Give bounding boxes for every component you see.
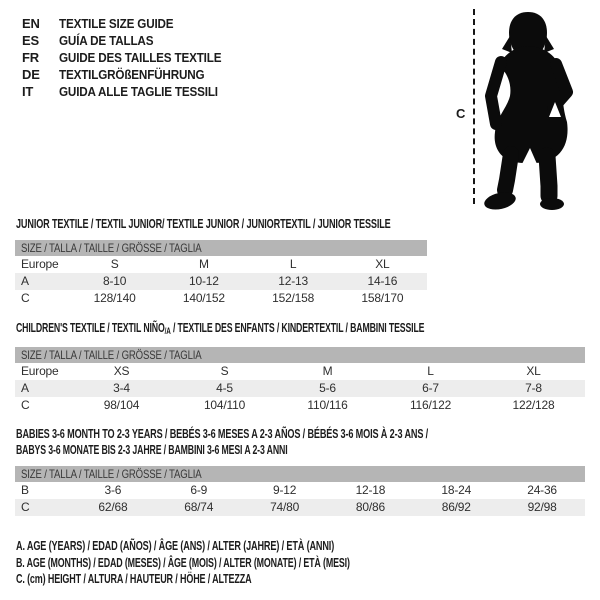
table-cell: 158/170 — [361, 291, 404, 305]
table-row-europe — [15, 363, 585, 380]
table-cell: S — [110, 257, 119, 271]
legend-notes — [16, 538, 486, 588]
table-cell: 4-5 — [216, 381, 233, 395]
table-cell: 86/92 — [441, 500, 471, 514]
table-cell: 6-7 — [422, 381, 439, 395]
table-row-age — [15, 273, 427, 290]
children-table-title-text — [16, 320, 424, 339]
babies-table-title-line2: BABYS 3-6 MONATE BIS 2-3 JAHRE / BAMBINI 3-6 MESI A 2-3 ANNI — [16, 443, 288, 457]
row-label: Europe — [21, 257, 59, 271]
lang-code: FR — [22, 50, 39, 65]
row-label: A — [21, 274, 29, 288]
table-cell: XL — [526, 364, 541, 378]
lang-row-es — [22, 32, 239, 49]
table-cell: 3-6 — [104, 483, 122, 497]
size-header-bar — [15, 466, 585, 482]
row-label: C — [21, 291, 30, 305]
table-cell: 24-36 — [527, 483, 557, 497]
table-cell: XS — [113, 364, 130, 378]
table-cell: 62/68 — [98, 500, 128, 514]
note-a: A. AGE (YEARS) / EDAD (AÑOS) / ÂGE (ANS) / ALTER (JAHRE) / ETÀ (ANNI) — [16, 539, 335, 553]
table-cell: XL — [375, 257, 390, 271]
children-size-table — [15, 347, 585, 414]
title-subscript: /A — [164, 326, 171, 336]
table-row-height — [15, 397, 585, 414]
row-label: A — [21, 381, 29, 395]
toddler-silhouette-image — [483, 4, 595, 212]
lang-title: GUIDA ALLE TAGLIE TESSILI — [59, 84, 218, 99]
lang-code: IT — [22, 84, 34, 99]
table-cell: 152/158 — [272, 291, 315, 305]
lang-title: TEXTILGRÖßENFÜHRUNG — [59, 67, 205, 82]
row-label: Europe — [21, 364, 59, 378]
table-cell: 140/152 — [182, 291, 225, 305]
children-table-title — [16, 320, 599, 339]
lang-code: ES — [22, 33, 39, 48]
table-cell: 128/140 — [93, 291, 136, 305]
lang-title: GUÍA DE TALLAS — [59, 33, 154, 48]
lang-code: DE — [22, 67, 40, 82]
table-cell: 116/122 — [409, 398, 452, 412]
size-header-bar — [15, 347, 585, 363]
table-cell: L — [289, 257, 297, 271]
height-measure-label: C — [456, 106, 466, 121]
table-cell: L — [427, 364, 434, 378]
table-row-age-months — [15, 482, 585, 499]
size-header-text: SIZE / TALLA / TAILLE / GRÖSSE / TAGLIA — [21, 467, 202, 481]
junior-table-title — [16, 216, 529, 232]
table-cell: 10-12 — [189, 274, 219, 288]
table-row-age — [15, 380, 585, 397]
lang-title: GUIDE DES TAILLES TEXTILE — [59, 50, 222, 65]
table-cell: 3-4 — [113, 381, 130, 395]
babies-table-title-line1: BABIES 3-6 MONTH TO 2-3 YEARS / BEBÉS 3-6 MESES A 2-3 AÑOS / BÉBÉS 3-6 MOIS À 2-3 ANS / — [16, 427, 429, 441]
row-label: B — [21, 483, 29, 497]
table-cell: 122/128 — [512, 398, 555, 412]
title-pre: CHILDREN'S TEXTILE / TEXTIL NIÑO — [16, 321, 165, 335]
table-row-height — [15, 290, 427, 307]
title-post: / TEXTILE DES ENFANTS / KINDERTEXTIL / BAMBINI TESSILE — [170, 321, 425, 335]
table-cell: 14-16 — [367, 274, 398, 288]
note-b: B. AGE (MONTHS) / EDAD (MESES) / ÂGE (MOIS) / ALTER (MONATE) / ETÀ (MESI) — [16, 555, 350, 570]
size-header-bar — [15, 240, 427, 256]
lang-row-en — [22, 15, 239, 32]
table-cell: 92/98 — [527, 500, 557, 514]
lang-row-de — [22, 66, 239, 83]
table-cell: 98/104 — [103, 398, 140, 412]
table-cell: 5-6 — [319, 381, 336, 395]
language-header — [22, 15, 239, 100]
table-cell: S — [220, 364, 229, 378]
table-cell: M — [198, 257, 209, 271]
table-cell: 6-9 — [190, 483, 208, 497]
row-label: C — [21, 398, 30, 412]
lang-row-it — [22, 83, 239, 100]
table-cell: 8-10 — [103, 274, 127, 288]
table-cell: 18-24 — [441, 483, 472, 497]
table-cell: 104/110 — [203, 398, 246, 412]
height-measure-dashed-line — [473, 9, 475, 204]
junior-table-title-text: JUNIOR TEXTILE / TEXTIL JUNIOR/ TEXTILE JUNIOR / JUNIORTEXTIL / JUNIOR TESSILE — [16, 217, 391, 231]
junior-size-table — [15, 240, 427, 307]
babies-table-title — [16, 426, 580, 458]
table-row-europe — [15, 256, 427, 273]
babies-size-table — [15, 466, 585, 516]
table-cell: 12-18 — [355, 483, 386, 497]
table-row-height — [15, 499, 585, 516]
size-header-text: SIZE / TALLA / TAILLE / GRÖSSE / TAGLIA — [21, 241, 202, 255]
table-cell: 9-12 — [272, 483, 297, 497]
size-header-text: SIZE / TALLA / TAILLE / GRÖSSE / TAGLIA — [21, 348, 202, 362]
row-label: C — [21, 500, 30, 514]
table-cell: M — [322, 364, 333, 378]
table-cell: 7-8 — [525, 381, 542, 395]
table-cell: 80/86 — [355, 500, 385, 514]
table-cell: 110/116 — [307, 398, 348, 412]
table-cell: 74/80 — [270, 500, 300, 514]
lang-code: EN — [22, 16, 40, 31]
table-cell: 12-13 — [278, 274, 308, 288]
lang-title: TEXTILE SIZE GUIDE — [59, 16, 174, 31]
table-cell: 68/74 — [184, 500, 214, 514]
lang-row-fr — [22, 49, 239, 66]
note-c: C. (cm) HEIGHT / ALTURA / HAUTEUR / HÖHE / ALTEZZA — [16, 572, 252, 586]
